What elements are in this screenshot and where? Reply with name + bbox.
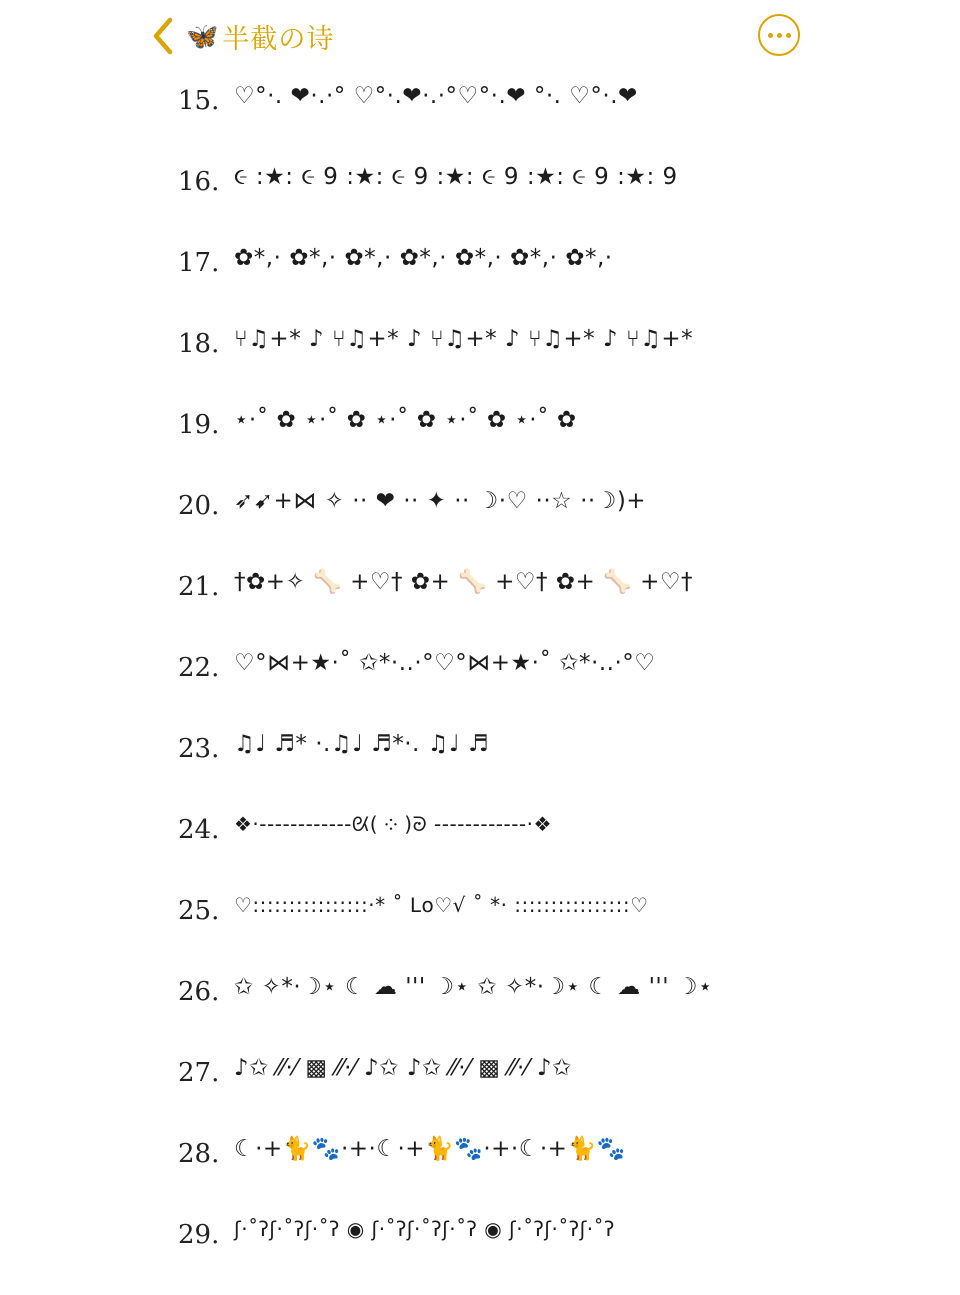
list-item-number: 16. xyxy=(178,167,220,197)
poem-list xyxy=(0,72,960,1295)
list-item[interactable] xyxy=(0,80,960,161)
list-item-number: 27. xyxy=(178,1058,220,1088)
list-item-text: ♡°⋈+★·˚ ✩*·..·°♡°⋈+★·˚ ✩*·..·°♡ xyxy=(234,650,656,676)
list-item-number: 26. xyxy=(178,977,220,1007)
list-item-number: 19. xyxy=(178,410,220,440)
list-item-text: ❖·------------ᘡ( ༶ )ᘒ ------------·❖ xyxy=(234,812,552,836)
list-item-number: 23. xyxy=(178,734,220,764)
list-item-number: 29. xyxy=(178,1220,220,1250)
list-item[interactable] xyxy=(0,809,960,890)
list-item-text: ♡::::::::::::::::·* ˚ ᒪo♡√ ˚ *· ::::::::::::::::♡ xyxy=(234,893,649,917)
more-dots-icon xyxy=(768,33,791,38)
list-item[interactable] xyxy=(0,242,960,323)
list-item-text: ✩ ✧*·☽⋆ ☾ ☁ ''' ☽⋆ ✩ ✧*·☽⋆ ☾ ☁ ''' ☽⋆ xyxy=(234,974,713,1000)
list-item[interactable] xyxy=(0,890,960,971)
list-item-text: ➶➹+⋈ ✧ ·· ❤ ·· ✦ ·· ☽·♡ ··☆ ··☽)+ xyxy=(234,488,647,514)
list-item[interactable] xyxy=(0,404,960,485)
list-item-number: 22. xyxy=(178,653,220,683)
butterfly-icon: 🦋 xyxy=(186,21,219,51)
list-item-text: †✿+✧ 🦴 +♡† ✿+ 🦴 +♡† ✿+ 🦴 +♡† xyxy=(234,569,693,595)
list-item-number: 17. xyxy=(178,248,220,278)
list-item[interactable] xyxy=(0,566,960,647)
list-item[interactable] xyxy=(0,1052,960,1133)
list-item-number: 24. xyxy=(178,815,220,845)
list-item-text: ☾·+🐈🐾·+·☾·+🐈🐾·+·☾·+🐈🐾 xyxy=(234,1136,626,1162)
list-item-number: 25. xyxy=(178,896,220,926)
list-item-number: 18. xyxy=(178,329,220,359)
more-options-button[interactable] xyxy=(758,14,800,56)
app-header xyxy=(0,0,960,72)
list-item-text: ✿*,· ✿*,· ✿*,· ✿*,· ✿*,· ✿*,· ✿*,· xyxy=(234,245,613,271)
list-item-text: ♪✩ ⁄⁄·⁄ ▩ ⁄⁄·⁄ ♪✩ ♪✩ ⁄⁄·⁄ ▩ ⁄⁄·⁄ ♪✩ xyxy=(234,1055,572,1081)
list-item-number: 15. xyxy=(178,86,220,116)
list-item-text: ♫♩ ♬* ·.♫♩ ♬*·. ♫♩ ♬ xyxy=(234,731,490,757)
list-item-number: 28. xyxy=(178,1139,220,1169)
list-item[interactable] xyxy=(0,647,960,728)
list-item-number: 20. xyxy=(178,491,220,521)
list-item-text: ʃ·˚ʔʃ·˚ʔʃ·˚ʔ ◉ ʃ·˚ʔʃ·˚ʔʃ·˚ʔ ◉ ʃ·˚ʔʃ·˚ʔʃ·˚ʔ xyxy=(234,1217,615,1241)
list-item[interactable] xyxy=(0,323,960,404)
list-item-number: 21. xyxy=(178,572,220,602)
list-item[interactable] xyxy=(0,1133,960,1214)
list-item[interactable] xyxy=(0,728,960,809)
list-item-text: ♡°·. ❤·.·° ♡°·.❤·.·°♡°·.❤ °·. ♡°·.❤ xyxy=(234,83,638,109)
list-item[interactable] xyxy=(0,1214,960,1295)
list-item[interactable] xyxy=(0,971,960,1052)
page-title xyxy=(186,17,334,56)
list-item-text: ⑂♫+* ♪ ⑂♫+* ♪ ⑂♫+* ♪ ⑂♫+* ♪ ⑂♫+* xyxy=(234,326,694,352)
list-item-text: ⋆·˚ ✿ ⋆·˚ ✿ ⋆·˚ ✿ ⋆·˚ ✿ ⋆·˚ ✿ xyxy=(234,407,577,433)
page-title-text: 半截の诗 xyxy=(222,23,335,55)
list-item[interactable] xyxy=(0,485,960,566)
list-item-text: ૯ :★: ૯ 9 :★: ૯ 9 :★: ૯ 9 :★: ૯ 9 :★: 9 xyxy=(234,164,678,190)
back-button[interactable] xyxy=(150,16,176,56)
list-item[interactable] xyxy=(0,161,960,242)
